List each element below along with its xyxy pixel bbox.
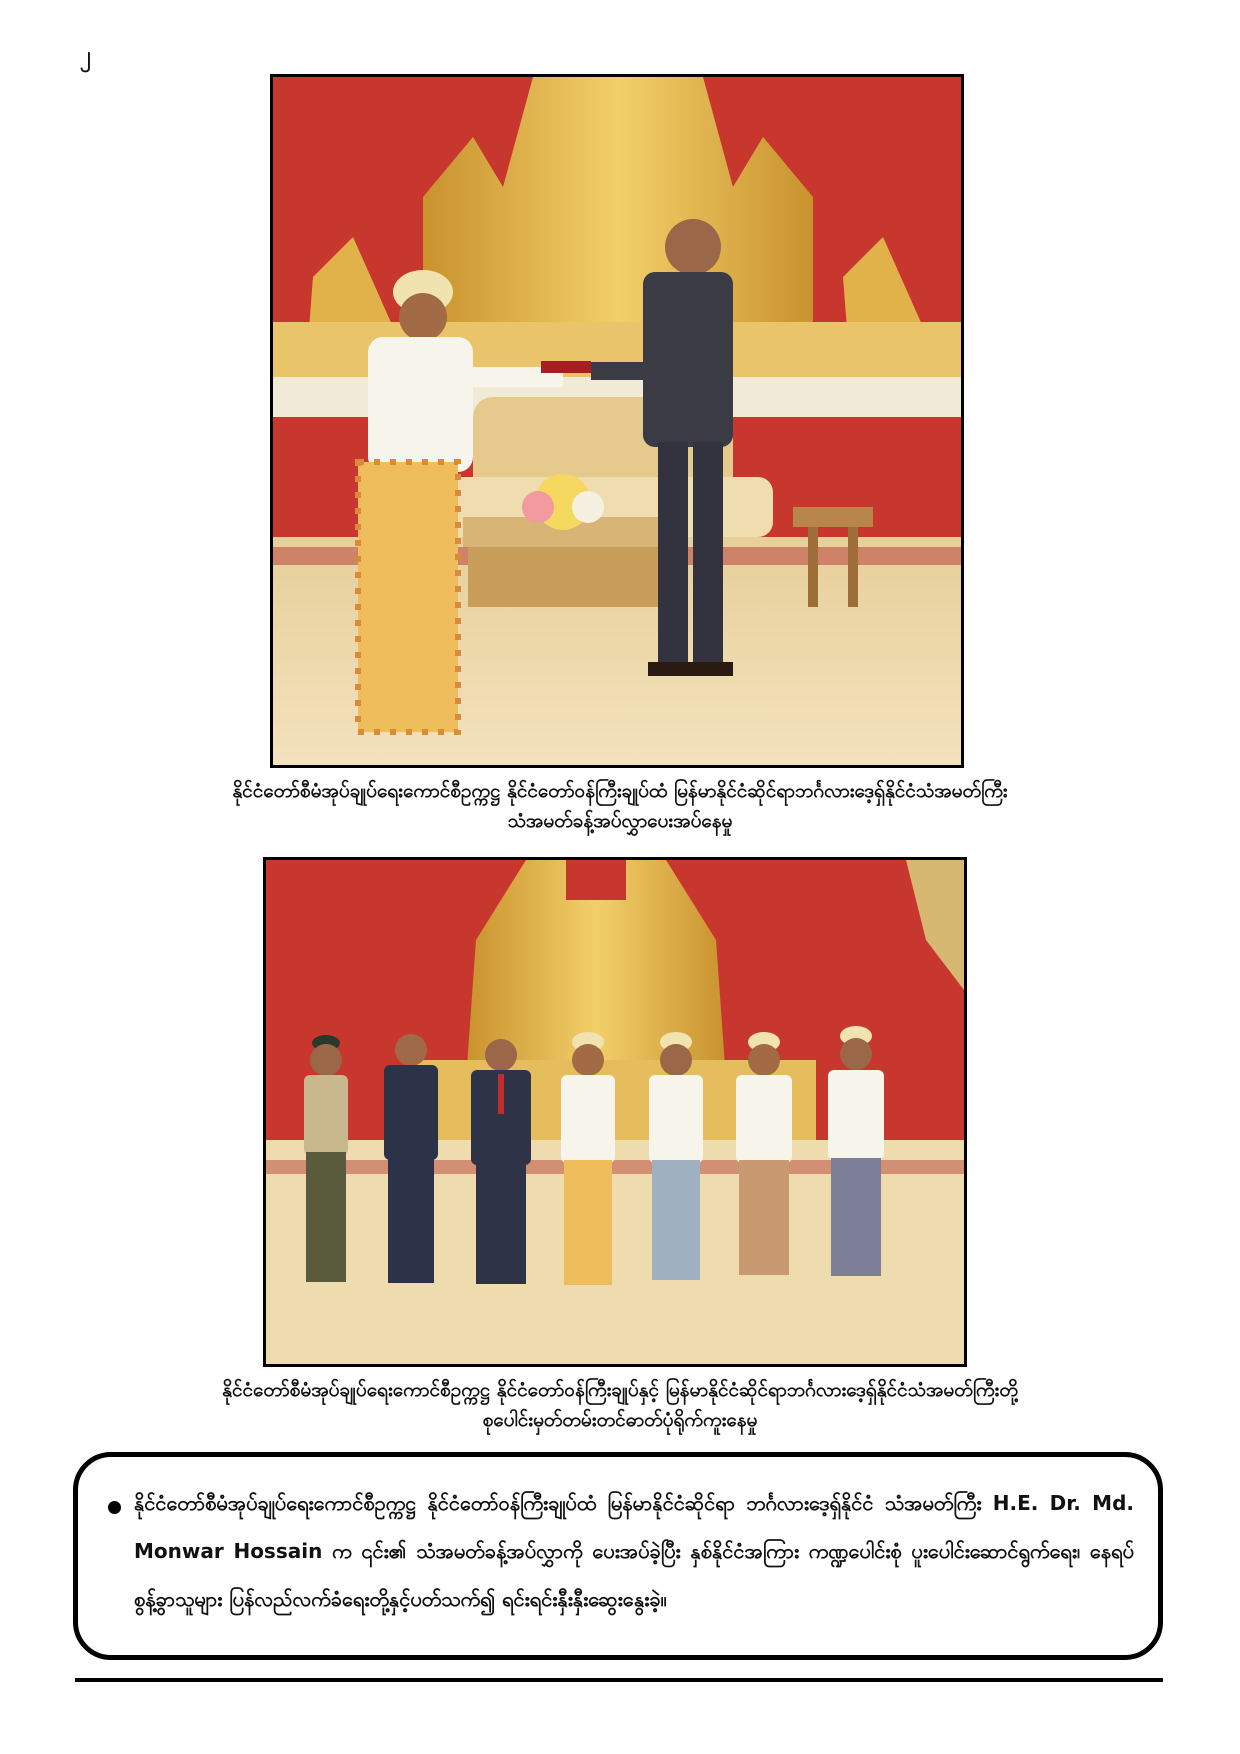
photo-caption — [120, 1375, 1120, 1435]
page-number: ၂ — [80, 43, 91, 68]
summary-text: နိုင်ငံတော်စီမံအုပ်ချုပ်ရေးကောင်စီဥက္ကဋ္ဌ နိုင်ငံတော်ဝန်ကြီးချုပ်ထံ မြန်မာနိုင်ငံဆိုင်ရာ ဘင်္ဂလားဒေ့ရှ်နိုင်ငံ သံအမတ်ကြီး H.E. Dr. Md. Monwar Hossain က ၎င်း၏ သံအမတ်ခန့်အပ်လွှာကို ပေးအပ်ခဲ့ပြီး နှစ်နိုင်ငံအကြား ကဏ္ဍပေါင်းစုံ ပူးပေါင်းဆောင်ရွက်ရေး၊ နေရပ်စွန့်ခွာသူများ ပြန်လည်လက်ခံရေးတို့နှင့်ပတ်သက်၍ ရင်းရင်းနှီးနှီးဆွေးနွေးခဲ့။ — [134, 1491, 1134, 1611]
group-photo — [263, 857, 967, 1367]
caption-line: သံအမတ်ခန့်အပ်လွှာပေးအပ်နေမှု — [507, 810, 733, 832]
summary-box — [73, 1452, 1163, 1660]
caption-line: နိုင်ငံတော်စီမံအုပ်ချုပ်ရေးကောင်စီဥက္ကဋ္ဌ နိုင်ငံတော်ဝန်ကြီးချုပ်ထံ မြန်မာနိုင်ငံဆိုင်ရာဘင်္ဂလားဒေ့ရှ်နိုင်ငံသံအမတ်ကြီး — [232, 780, 1008, 802]
credentials-presentation-photo — [270, 74, 964, 768]
caption-line: စုပေါင်းမှတ်တမ်းတင်ဓာတ်ပုံရိုက်ကူးနေမှု — [482, 1409, 758, 1431]
photo-caption — [120, 776, 1120, 836]
bottom-divider — [75, 1678, 1163, 1682]
bullet-icon — [108, 1501, 121, 1514]
caption-line: နိုင်ငံတော်စီမံအုပ်ချုပ်ရေးကောင်စီဥက္ကဋ္ဌ နိုင်ငံတော်ဝန်ကြီးချုပ်နှင့် မြန်မာနိုင်ငံဆိုင်ရာဘင်္ဂလားဒေ့ရှ်နိုင်ငံသံအမတ်ကြီးတို့ — [222, 1379, 1018, 1401]
